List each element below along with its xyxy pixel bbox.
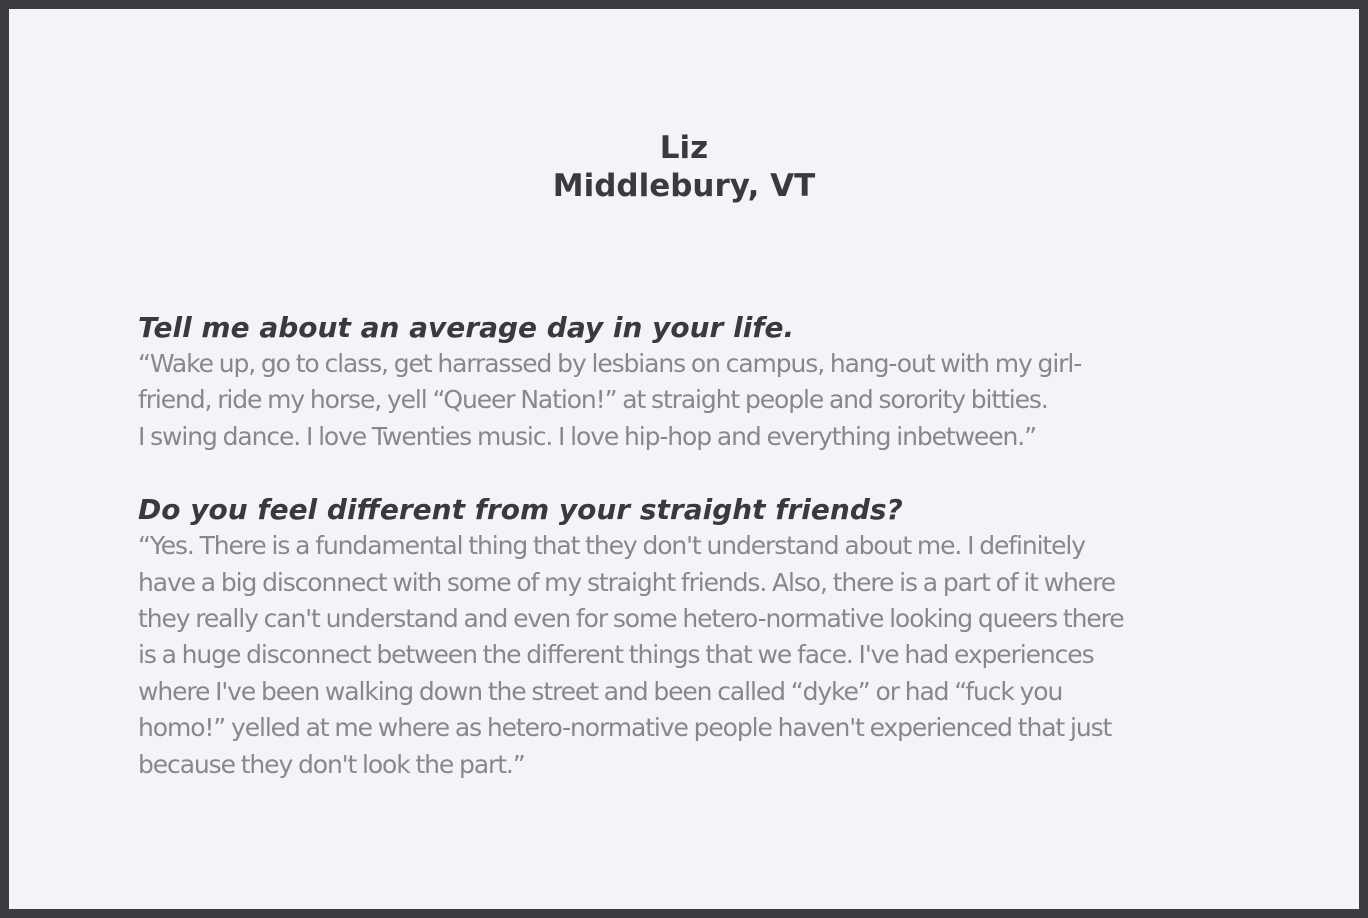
answer-2-line: because they don't look the part.”	[138, 749, 525, 779]
answer-2-line: have a big disconnect with some of my straight friends. Also, there is a part of it where	[138, 567, 1115, 597]
block-spacer	[138, 455, 1288, 492]
answer-2-line: is a huge disconnect between the different things that we face. I've had experiences	[138, 640, 1094, 670]
interviewee-header	[9, 129, 1359, 205]
answer-2-line: where I've been walking down the street and been called “dyke” or had “fuck you	[138, 676, 1063, 706]
answer-2-line: “Yes. There is a fundamental thing that they don't understand about me. I definitely	[138, 531, 1085, 561]
answer-2	[138, 528, 1288, 783]
interviewee-location: Middlebury, VT	[552, 168, 816, 204]
document-page	[9, 9, 1359, 909]
answer-2-line: homo!” yelled at me where as hetero-normative people haven't experienced that just	[138, 713, 1112, 743]
question-2: Do you feel different from your straight friends?	[138, 493, 903, 527]
answer-1	[138, 346, 1288, 455]
question-1: Tell me about an average day in your life.	[138, 311, 795, 344]
answer-1-line: I swing dance. I love Twenties music. I love hip-hop and everything inbetween.”	[138, 421, 1036, 451]
interview-content	[138, 310, 1288, 783]
answer-2-line: they really can't understand and even for some hetero-normative looking queers there	[138, 604, 1124, 634]
qa-block-2	[138, 492, 1288, 783]
qa-block-1	[138, 310, 1288, 455]
interviewee-name: Liz	[659, 130, 709, 166]
answer-1-line: “Wake up, go to class, get harrassed by lesbians on campus, hang-out with my girl-	[138, 349, 1082, 378]
answer-1-line: friend, ride my horse, yell “Queer Nation!” at straight people and sorority bitties.	[138, 385, 1048, 415]
